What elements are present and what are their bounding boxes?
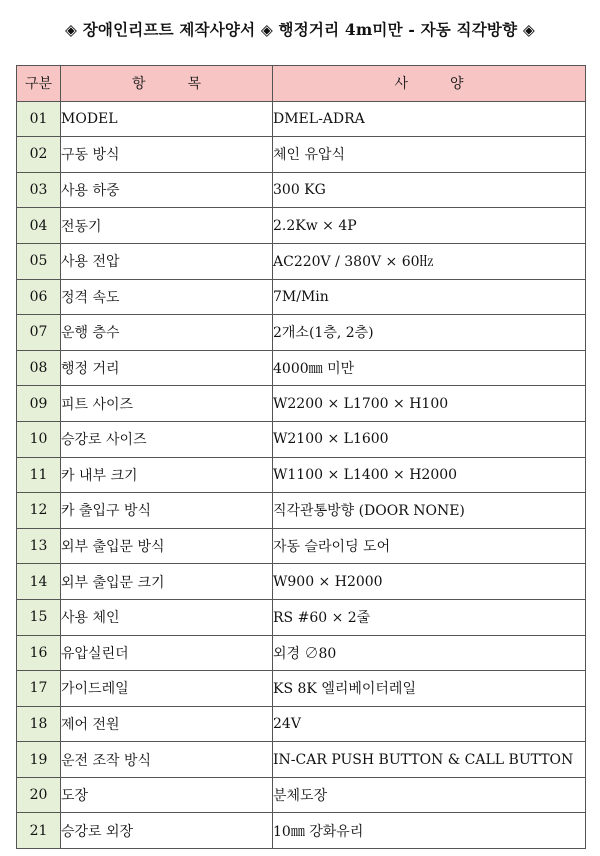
table-row	[17, 813, 586, 849]
row-spec: 자동 슬라이딩 도어	[273, 528, 586, 564]
row-item: 외부 출입문 방식	[61, 528, 273, 564]
row-number: 14	[17, 564, 61, 600]
table-row	[17, 528, 586, 564]
row-number: 18	[17, 706, 61, 742]
table-row	[17, 172, 586, 208]
row-item: 행정 거리	[61, 350, 273, 386]
table-row	[17, 635, 586, 671]
row-item: 유압실린더	[61, 635, 273, 671]
row-number: 11	[17, 457, 61, 493]
table-row	[17, 208, 586, 244]
row-number: 03	[17, 172, 61, 208]
spec-table-header	[17, 66, 586, 102]
table-row	[17, 315, 586, 351]
table-row	[17, 101, 586, 137]
row-number: 21	[17, 813, 61, 849]
row-item: 운행 층수	[61, 315, 273, 351]
row-item: 운전 조작 방식	[61, 742, 273, 778]
spec-table	[16, 65, 586, 849]
row-item: 카 출입구 방식	[61, 493, 273, 529]
row-item: 제어 전원	[61, 706, 273, 742]
row-spec: 24V	[273, 706, 586, 742]
row-spec: 2.2Kw × 4P	[273, 208, 586, 244]
row-number: 15	[17, 599, 61, 635]
table-row	[17, 386, 586, 422]
header-no: 구분	[17, 66, 61, 102]
row-item: MODEL	[61, 101, 273, 137]
table-row	[17, 243, 586, 279]
row-item: 가이드레일	[61, 671, 273, 707]
row-number: 13	[17, 528, 61, 564]
row-item: 피트 사이즈	[61, 386, 273, 422]
table-row	[17, 137, 586, 173]
row-number: 16	[17, 635, 61, 671]
row-spec: 체인 유압식	[273, 137, 586, 173]
table-row	[17, 421, 586, 457]
header-item: 항 목	[61, 66, 273, 102]
row-spec: KS 8K 엘리베이터레일	[273, 671, 586, 707]
row-item: 전동기	[61, 208, 273, 244]
table-row	[17, 671, 586, 707]
table-row	[17, 706, 586, 742]
row-spec: W2200 × L1700 × H100	[273, 386, 586, 422]
row-spec: AC220V / 380V × 60㎐	[273, 243, 586, 279]
row-item: 도장	[61, 777, 273, 813]
document-title: ◈ 장애인리프트 제작사양서 ◈ 행정거리 4m미만 - 자동 직각방향 ◈	[65, 20, 535, 39]
row-spec: W1100 × L1400 × H2000	[273, 457, 586, 493]
row-number: 08	[17, 350, 61, 386]
table-row	[17, 564, 586, 600]
row-item: 사용 전압	[61, 243, 273, 279]
row-spec: 2개소(1층, 2층)	[273, 315, 586, 351]
row-number: 02	[17, 137, 61, 173]
header-row	[17, 66, 586, 102]
row-number: 20	[17, 777, 61, 813]
header-spec: 사 양	[273, 66, 586, 102]
row-spec: 직각관통방향 (DOOR NONE)	[273, 493, 586, 529]
row-spec: 외경 ∅80	[273, 635, 586, 671]
row-spec: W2100 × L1600	[273, 421, 586, 457]
row-spec: 4000㎜ 미만	[273, 350, 586, 386]
table-row	[17, 742, 586, 778]
row-item: 정격 속도	[61, 279, 273, 315]
row-item: 사용 하중	[61, 172, 273, 208]
table-row	[17, 599, 586, 635]
row-item: 승강로 사이즈	[61, 421, 273, 457]
row-number: 07	[17, 315, 61, 351]
row-number: 17	[17, 671, 61, 707]
row-spec: IN-CAR PUSH BUTTON & CALL BUTTON	[273, 742, 586, 778]
table-row	[17, 493, 586, 529]
row-number: 10	[17, 421, 61, 457]
table-row	[17, 350, 586, 386]
row-spec: DMEL-ADRA	[273, 101, 586, 137]
row-spec: 7M/Min	[273, 279, 586, 315]
table-row	[17, 777, 586, 813]
row-spec: 300 KG	[273, 172, 586, 208]
table-row	[17, 279, 586, 315]
row-number: 19	[17, 742, 61, 778]
row-spec: W900 × H2000	[273, 564, 586, 600]
row-number: 01	[17, 101, 61, 137]
row-item: 카 내부 크기	[61, 457, 273, 493]
row-number: 05	[17, 243, 61, 279]
row-spec: RS #60 × 2줄	[273, 599, 586, 635]
row-spec: 10㎜ 강화유리	[273, 813, 586, 849]
row-item: 사용 체인	[61, 599, 273, 635]
row-number: 09	[17, 386, 61, 422]
row-number: 12	[17, 493, 61, 529]
spec-table-body	[17, 101, 586, 848]
row-number: 04	[17, 208, 61, 244]
row-item: 승강로 외장	[61, 813, 273, 849]
row-item: 외부 출입문 크기	[61, 564, 273, 600]
row-item: 구동 방식	[61, 137, 273, 173]
row-spec: 분체도장	[273, 777, 586, 813]
table-row	[17, 457, 586, 493]
row-number: 06	[17, 279, 61, 315]
